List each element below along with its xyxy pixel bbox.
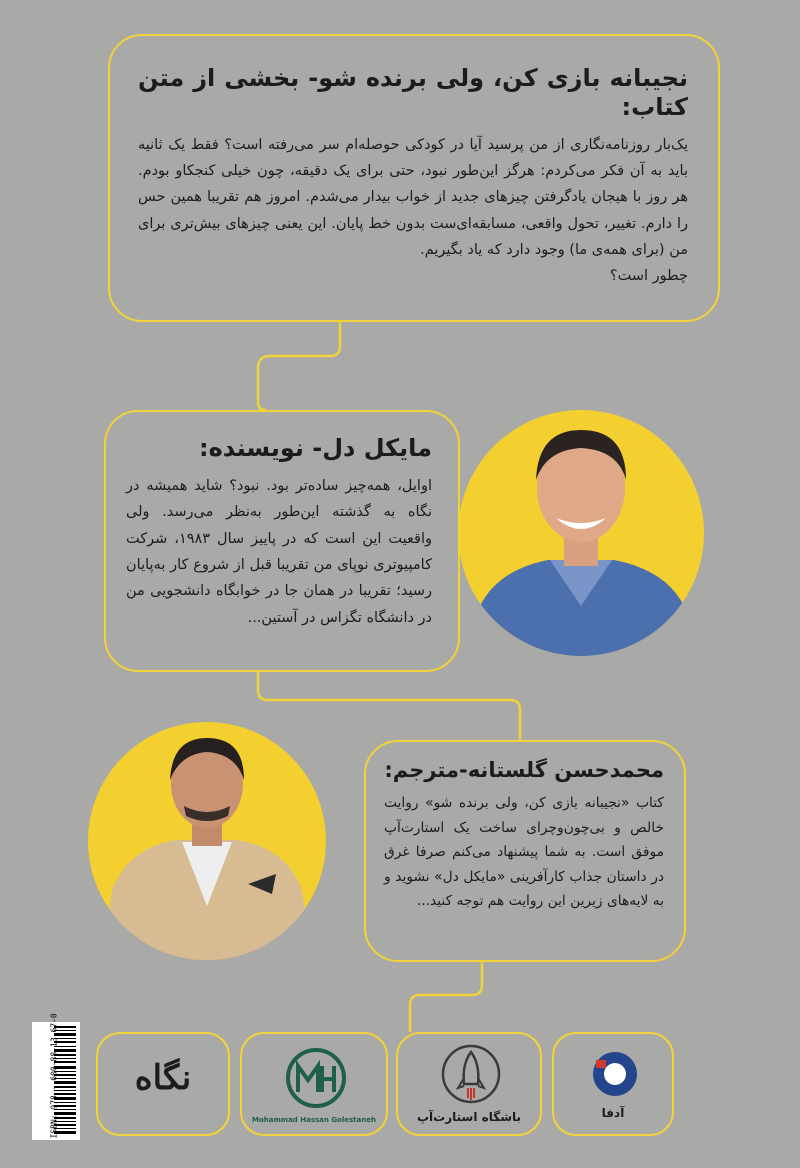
isbn-text: ISBN: 978 - 600-88-13-67-0 xyxy=(49,1013,59,1139)
mhg-logo-name: Mohammad Hassan Golestaneh xyxy=(252,1116,376,1124)
adfa-icon xyxy=(554,1034,676,1138)
author-body: اوایل، همه‌چیز ساده‌تر بود. نبود؟ شاید همیشه در نگاه به گذشته این‌طور به‌نظر می‌رسد. ولی واقعیت این است که در پاییز سال ۱۹۸۳، شرکت کامپیوتری نوپای من تقریبا قبل از شروع کار به‌پایان رسید؛ تقریبا در همان جا در خوابگاه دانشجویی من در دانشگاه تگزاس در آستین... xyxy=(126,477,432,626)
logo-mhg xyxy=(240,1032,388,1136)
excerpt-bubble xyxy=(108,34,720,322)
author-title: مایکل دل- نویسنده: xyxy=(199,434,432,462)
logo-startup-club xyxy=(396,1032,542,1136)
translator-title: محمدحسن گلستانه-مترجم: xyxy=(384,758,664,782)
negah-logo-text: نگاه xyxy=(134,1058,192,1098)
author-portrait-illustration xyxy=(458,410,704,656)
translator-photo xyxy=(88,722,326,960)
adfa-label: آدفا xyxy=(601,1106,625,1120)
translator-bubble xyxy=(364,740,686,962)
excerpt-body: یک‌بار روزنامه‌نگاری از من پرسید آیا در کودکی حوصله‌ام سر می‌رفته است؟ فقط یک ثانیه باید به آن فکر می‌کردم: هرگز این‌طور نبود، حتی برای یک دقیقه، چون خیلی کنجکاو بودم. هر روز با هیجان یادگرفتن چیزهای جدید از خواب بیدار می‌شدم. امروز هم تقریبا همین حس را دارم. تغییر، تحول واقعی، مسابقه‌ای‌ست بدون خط پایان. این یعنی چیزهای بیش‌تری برای من (برای همه‌ی ما) وجود دارد که یاد بگیریم. چطور است؟ xyxy=(138,136,688,285)
translator-portrait-illustration xyxy=(88,722,326,960)
logo-negah xyxy=(96,1032,230,1136)
author-photo xyxy=(458,410,704,656)
author-bubble xyxy=(104,410,460,672)
excerpt-title: نجیبانه بازی کن، ولی برنده شو- بخشی از متن کتاب: xyxy=(138,64,688,121)
logo-adfa xyxy=(552,1032,674,1136)
translator-body: کتاب «نجیبانه بازی کن، ولی برنده شو» روایت خالص و بی‌چون‌وچرای ساخت یک استارت‌آپ موفق است. به شما پیشنهاد می‌کنم صرفا غرق در داستان جذاب کارآفرینی «مایکل دل» نشوید و به لایه‌های زیرین این روایت هم توجه کنید... xyxy=(384,795,664,910)
startup-club-label: باشگاه استارت‌آپ xyxy=(416,1110,521,1124)
isbn-barcode xyxy=(32,1013,80,1140)
